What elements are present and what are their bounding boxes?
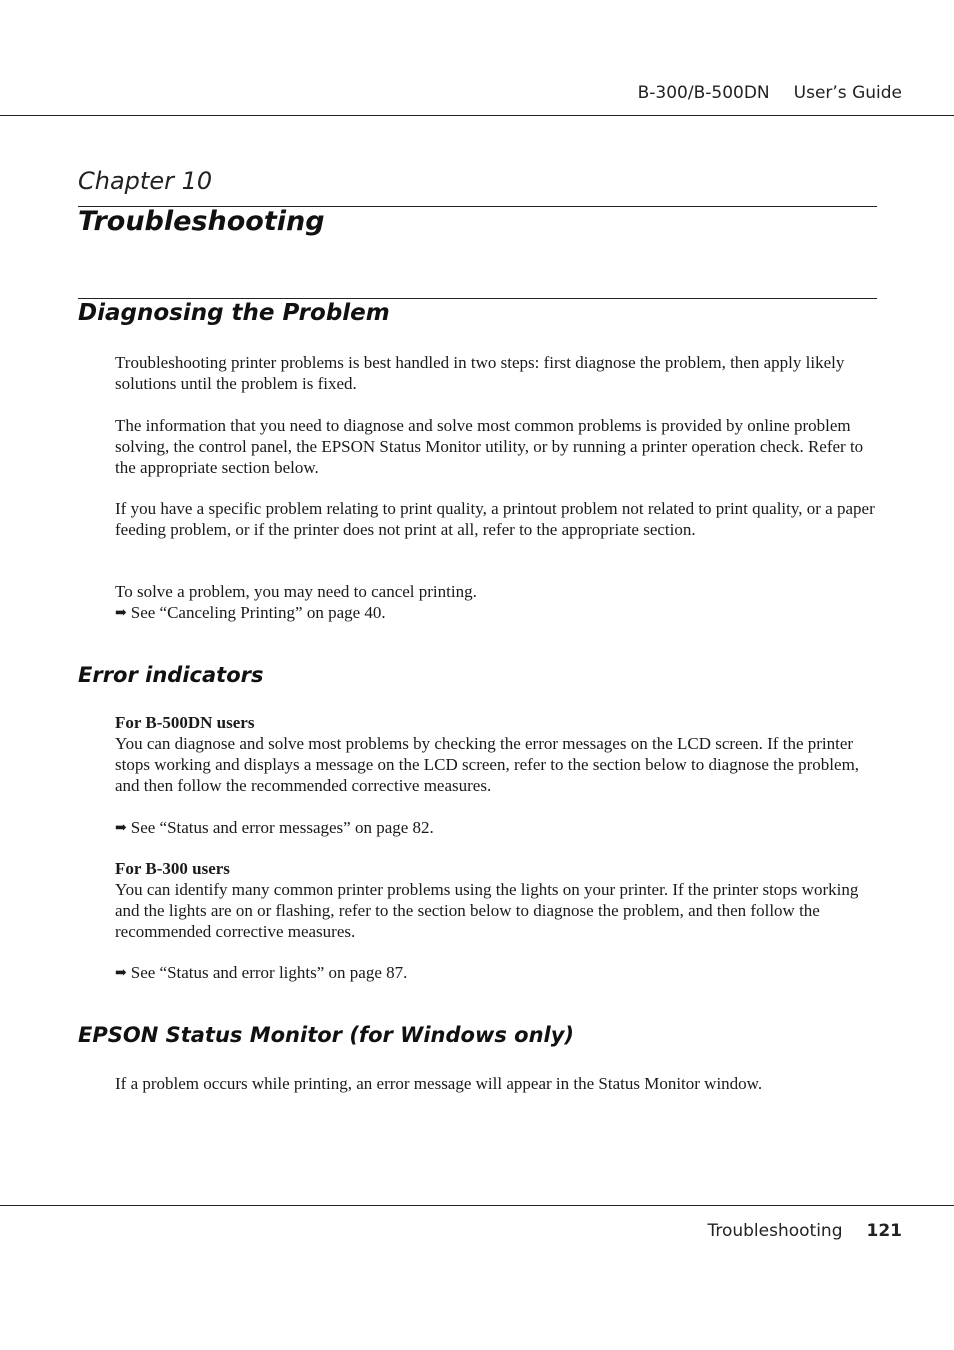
right-arrow-icon: ➡ [115, 606, 127, 621]
paragraph [115, 712, 877, 796]
xref-status-error-lights[interactable] [115, 962, 877, 985]
b500dn-text: You can diagnose and solve most problems by checking the error messages on the LCD screen. If the printer stops working and displays a message on the LCD screen, refer to the section below to diagnose the problem, and then follow the recommended corrective measures. [115, 734, 860, 795]
paragraph [115, 498, 877, 540]
right-arrow-icon: ➡ [115, 821, 127, 836]
paragraph [115, 581, 877, 625]
paragraph [115, 352, 877, 394]
header-model: B-300/B-500DN [637, 83, 770, 103]
diagnosing-p2: The information that you need to diagnose and solve most common problems is provided by online problem solving, the control panel, the EPSON Status Monitor utility, or by running a printer operation check. Refer to the appropriate section below. [115, 416, 864, 477]
section-heading-diagnosing: Diagnosing the Problem [78, 300, 390, 326]
page-number: 121 [866, 1221, 902, 1241]
right-arrow-icon: ➡ [115, 966, 127, 981]
xref-text: See “Canceling Printing” on page 40. [130, 603, 386, 622]
subheading-b300: For B-300 users [115, 859, 230, 878]
diagnosing-p4: To solve a problem, you may need to cancel printing. [115, 582, 477, 601]
paragraph [115, 962, 877, 985]
b300-text: You can identify many common printer problems using the lights on your printer. If the printer stops working and the lights are on or flashing, refer to the section below to diagnose the problem, and then follow the recommended corrective measures. [115, 880, 859, 941]
paragraph [115, 858, 877, 942]
status-monitor-p1: If a problem occurs while printing, an error message will appear in the Status Monitor window. [115, 1074, 763, 1093]
section-rule [78, 298, 877, 299]
running-header [638, 83, 902, 103]
xref-status-error-messages[interactable] [115, 817, 877, 840]
xref-canceling-printing[interactable] [115, 602, 877, 625]
header-guide: User’s Guide [793, 83, 902, 103]
section-heading-error-indicators: Error indicators [78, 663, 264, 687]
chapter-title: Troubleshooting [78, 206, 325, 237]
diagnosing-p1: Troubleshooting printer problems is best handled in two steps: first diagnose the problem, then apply likely solutions until the problem is fixed. [115, 353, 845, 393]
running-footer [707, 1221, 902, 1241]
subheading-b500dn: For B-500DN users [115, 713, 255, 732]
chapter-label: Chapter 10 [78, 167, 213, 195]
paragraph [115, 1073, 877, 1094]
header-rule [0, 115, 954, 116]
xref-text: See “Status and error messages” on page 82. [130, 818, 434, 837]
section-heading-status-monitor: EPSON Status Monitor (for Windows only) [78, 1023, 575, 1047]
footer-rule [0, 1205, 954, 1206]
diagnosing-p3: If you have a specific problem relating to print quality, a printout problem not related to print quality, or a paper feeding problem, or if the printer does not print at all, refer to the appropriate section. [115, 499, 875, 539]
paragraph [115, 817, 877, 840]
paragraph [115, 415, 877, 478]
xref-text: See “Status and error lights” on page 87. [130, 963, 408, 982]
footer-section: Troubleshooting [707, 1221, 843, 1241]
